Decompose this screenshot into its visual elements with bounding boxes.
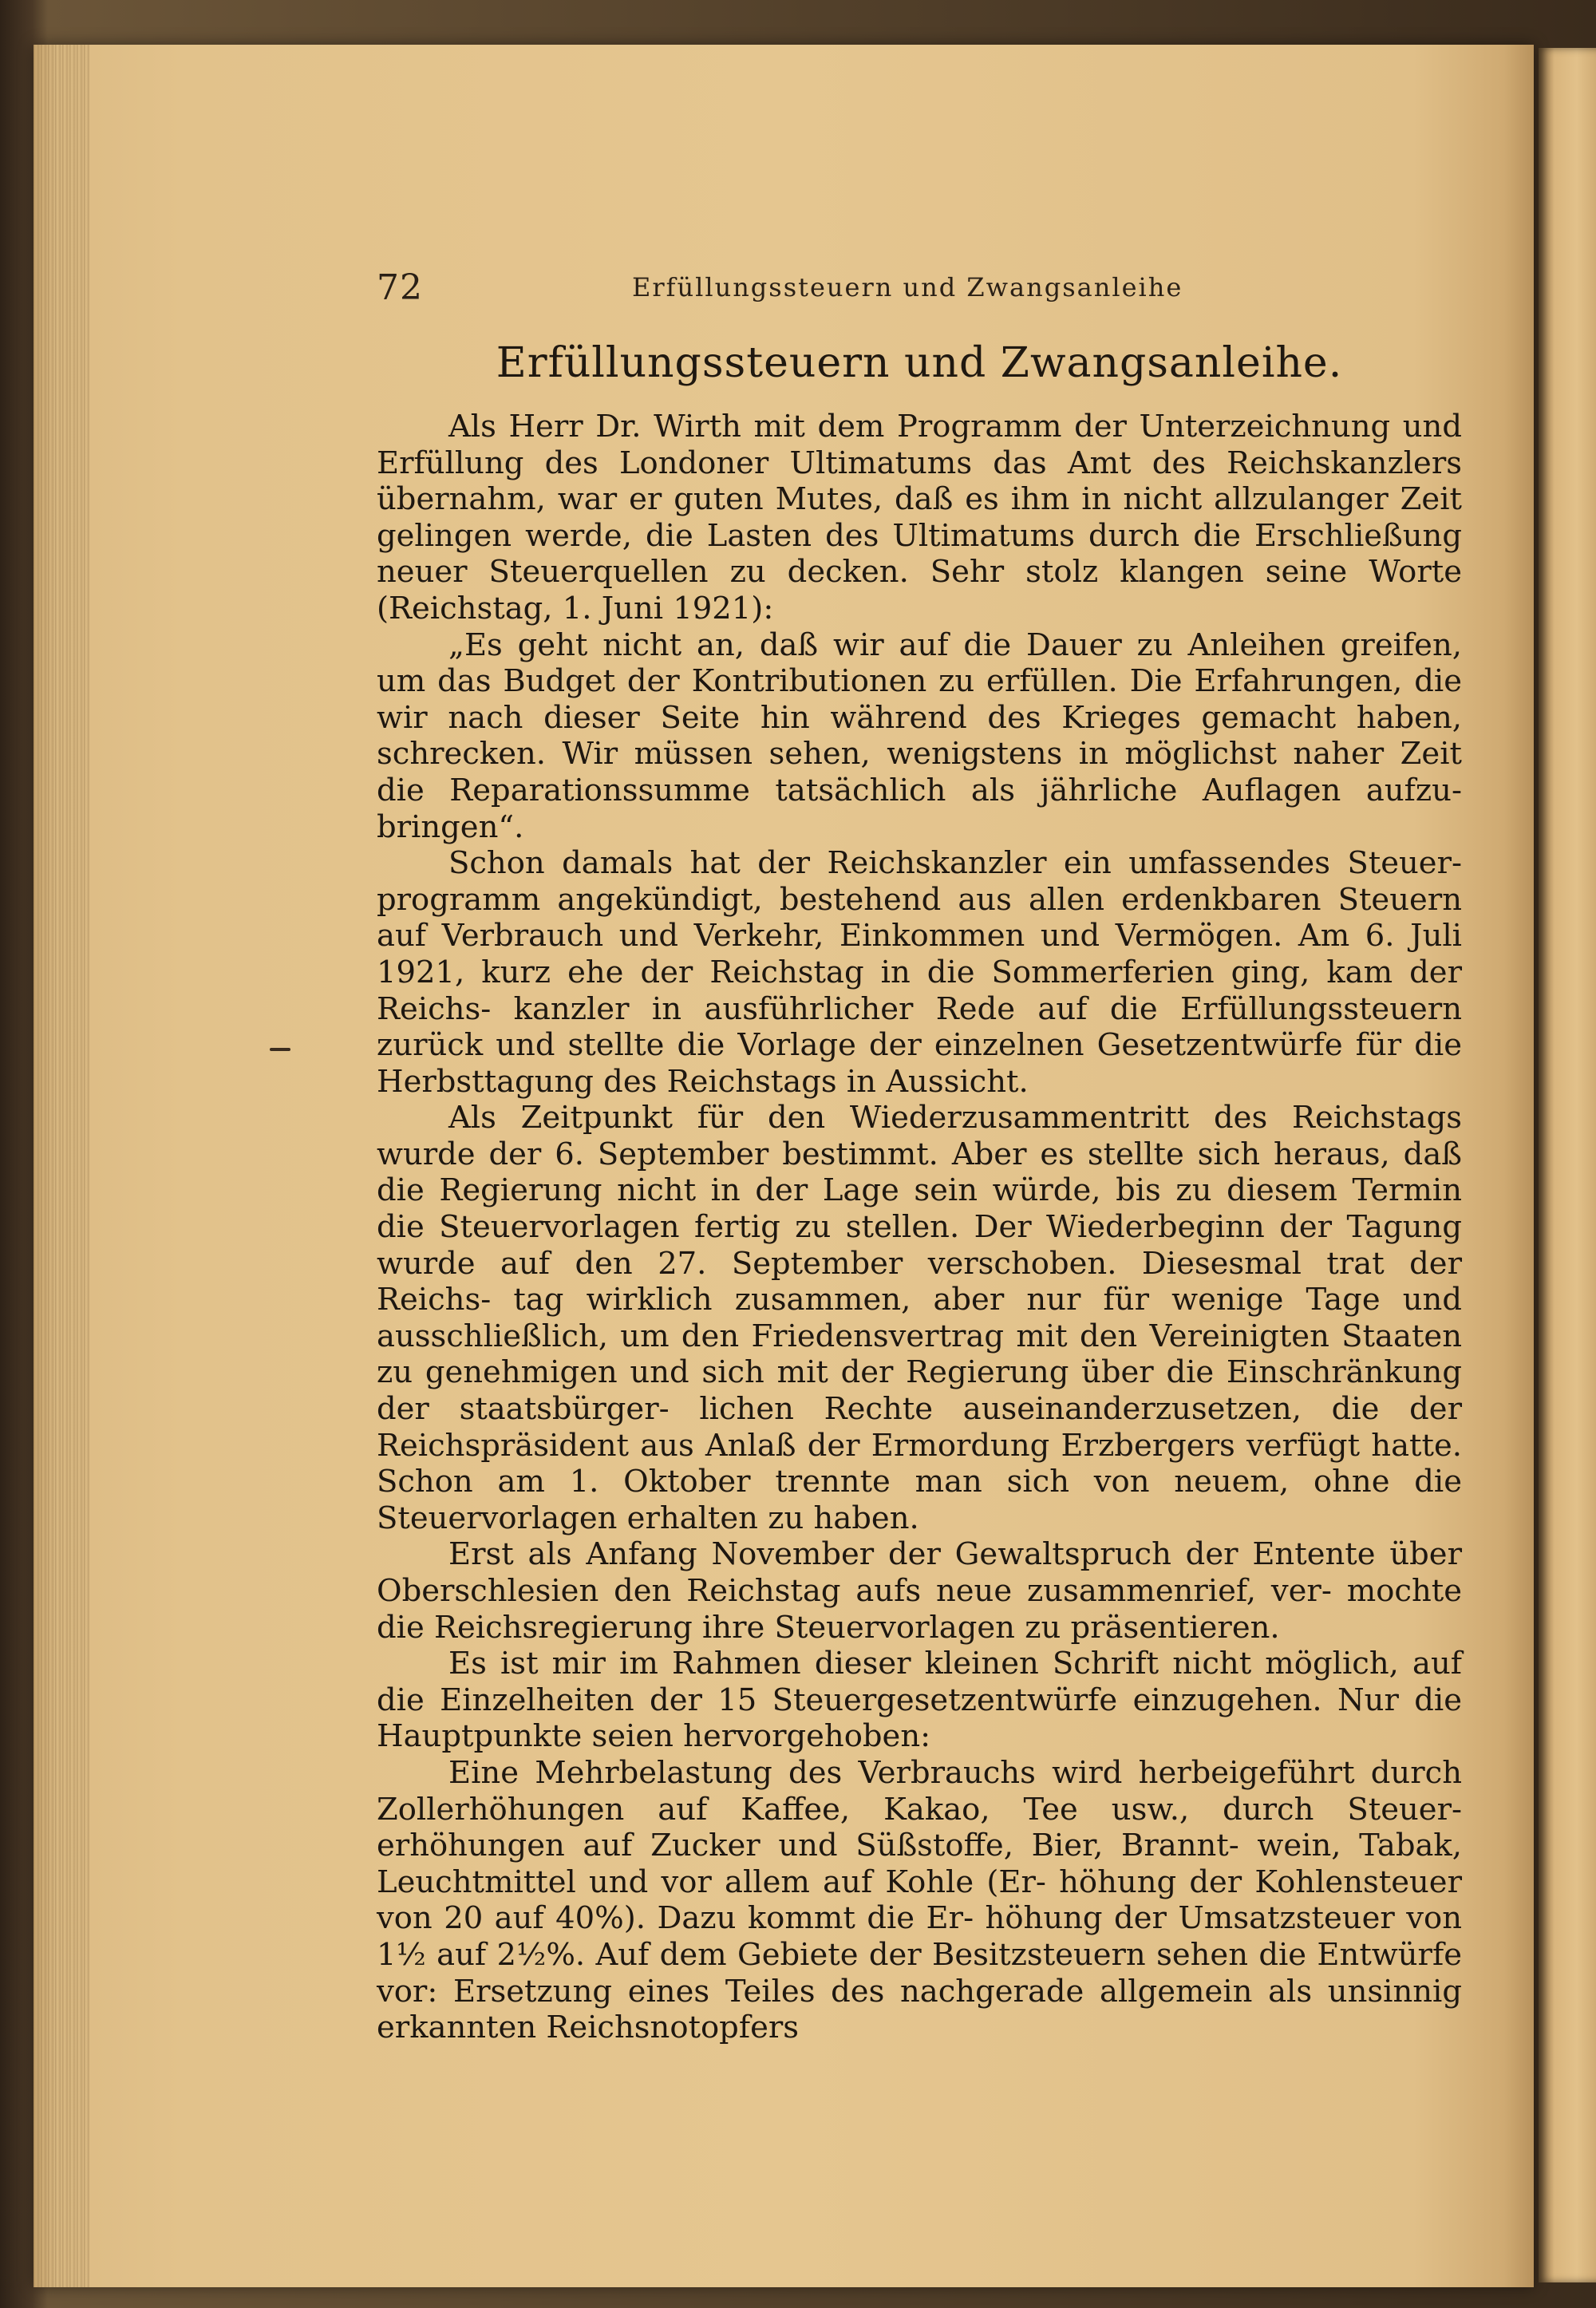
margin-mark bbox=[270, 1048, 290, 1051]
paragraph-3: Schon damals hat der Reichskanzler ein umfassendes Steuer- programm angekündigt, bestehend aus allen erdenkbaren Steuern auf Verbrauch und Verkehr, Einkommen und Vermögen. Am 6. Juli 1921, kurz ehe der Reichstag in die Sommerferien ging, kam der Reichs- kanzler in ausführlicher Rede auf die Erfüllungssteuern zurück und stellte die Vorlage der einzelnen Gesetzentwürfe für die Herbsttagung des Reichstags in Aussicht. bbox=[377, 845, 1462, 1100]
paragraph-6: Es ist mir im Rahmen dieser kleinen Schrift nicht möglich, auf die Einzelheiten der 15 Steuergesetzentwürfe einzugehen. Nur die Hauptpunkte seien hervorgehoben: bbox=[377, 1646, 1462, 1755]
page-number: 72 bbox=[377, 267, 423, 308]
paragraph-7: Eine Mehrbelastung des Verbrauchs wird herbeigeführt durch Zollerhöhungen auf Kaffee, Kakao, Tee usw., durch Steuer- erhöhungen auf Zucker und Süßstoffe, Bier, Brannt- wein, Tabak, Leuchtmittel und vor allem auf Kohle (Er- höhung der Kohlensteuer von 20 auf 40%). Dazu kommt die Er- höhung der Umsatzsteuer von 1½ auf 2½%. Auf dem Gebiete der Besitzsteuern sehen die Entwürfe vor: Ersetzung eines Teiles des nachgerade allgemein als unsinnig erkannten Reichsnotopfers bbox=[377, 1754, 1462, 2046]
adjacent-page-edge bbox=[1539, 48, 1596, 2282]
body-text bbox=[377, 409, 1462, 2046]
running-title: Erfüllungssteuern und Zwangsanleihe bbox=[632, 272, 1183, 302]
paragraph-4: Als Zeitpunkt für den Wiederzusammentritt des Reichstags wurde der 6. September bestimmt. Aber es stellte sich heraus, daß die Regierung nicht in der Lage sein würde, bis zu diesem Termin die Steuervorlagen fertig zu stellen. Der Wiederbeginn der Tagung wurde auf den 27. September verschoben. Diesesmal trat der Reichs- tag wirklich zusammen, aber nur für wenige Tage und ausschließlich, um den Friedensvertrag mit den Vereinigten Staaten zu genehmigen und sich mit der Regierung über die Einschränkung der staatsbürger- lichen Rechte auseinanderzusetzen, die der Reichspräsident aus Anlaß der Ermordung Erzbergers verfügt hatte. Schon am 1. Oktober trennte man sich von neuem, ohne die Steuervorlagen erhalten zu haben. bbox=[377, 1100, 1462, 1536]
paragraph-2-quote: „Es geht nicht an, daß wir auf die Dauer zu Anleihen greifen, um das Budget der Kontributionen zu erfüllen. Die Erfahrungen, die wir nach dieser Seite hin während des Krieges gemacht haben, schrecken. Wir müssen sehen, wenigstens in möglichst naher Zeit die Reparationssumme tatsächlich als jährliche Auflagen aufzu- bringen“. bbox=[377, 626, 1462, 845]
chapter-title: Erfüllungssteuern und Zwangsanleihe. bbox=[496, 339, 1343, 387]
paragraph-1: Als Herr Dr. Wirth mit dem Programm der Unterzeichnung und Erfüllung des Londoner Ultimatums das Amt des Reichskanzlers übernahm, war er guten Mutes, daß es ihm in nicht allzulanger Zeit gelingen werde, die Lasten des Ultimatums durch die Erschließung neuer Steuerquellen zu decken. Sehr stolz klangen seine Worte (Reichstag, 1. Juni 1921): bbox=[377, 409, 1462, 626]
paragraph-5: Erst als Anfang November der Gewaltspruch der Entente über Oberschlesien den Reichstag aufs neue zusammenrief, ver- mochte die Reichsregierung ihre Steuervorlagen zu präsentieren. bbox=[377, 1536, 1462, 1646]
running-header bbox=[377, 267, 1462, 307]
